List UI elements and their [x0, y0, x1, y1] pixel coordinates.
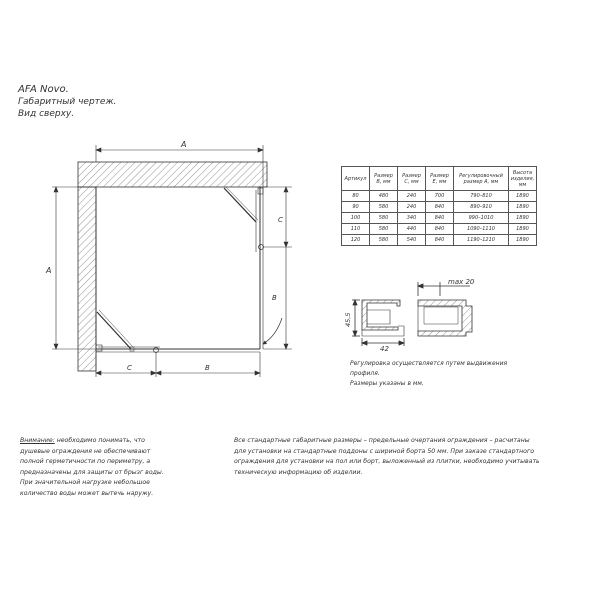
warning-line2: душевые ограждения не обеспечивают — [20, 447, 151, 455]
table-row — [342, 235, 537, 246]
table-cell: 1190–1210 — [454, 235, 509, 246]
table-header-cell — [398, 167, 426, 191]
table-cell: 80 — [342, 191, 370, 202]
table-cell: 840 — [426, 224, 454, 235]
profile-max-label: max 20 — [448, 278, 475, 286]
table-header-cell — [370, 167, 398, 191]
bottom-door-panel — [96, 310, 160, 353]
enclosure-outline — [96, 187, 263, 352]
warning-heading: Внимание: — [20, 437, 55, 444]
table-cell: 580 — [370, 224, 398, 235]
profile-note-line1: Регулировка осуществляется путем выдвижения — [350, 360, 508, 367]
dimension-b-right-label: B — [272, 294, 277, 302]
table-header-text: B, мм — [376, 178, 391, 185]
table-cell: 580 — [370, 202, 398, 213]
dimension-a-left-label: A — [46, 266, 52, 275]
profile-note-line2: профиля. — [350, 370, 380, 377]
table-cell: 480 — [370, 191, 398, 202]
table-header-text: Регулировочный — [459, 172, 503, 179]
table-cell: 110 — [342, 224, 370, 235]
profile-note-line3: Размеры указаны в мм. — [350, 380, 424, 387]
dimension-c-bottom-label: C — [127, 364, 132, 372]
profile-note — [350, 359, 507, 389]
right-door-panel — [224, 187, 264, 252]
warning-line5: При значительной нагрузке небольшое — [20, 479, 150, 487]
dimension-a-top-label: A — [181, 140, 187, 149]
title-drawing-type: Габаритный чертеж. — [18, 97, 117, 107]
profile-height-label: 45,5 — [344, 312, 352, 327]
table-cell: 840 — [426, 235, 454, 246]
table-row — [342, 213, 537, 224]
table-header-text: мм — [518, 181, 527, 188]
title-view: Вид сверху. — [18, 109, 75, 119]
profile-detail — [352, 282, 472, 346]
table-header-text: Артикул — [344, 175, 367, 182]
table-cell: 440 — [398, 224, 426, 235]
table-cell: 1090–1110 — [454, 224, 509, 235]
table-cell: 840 — [426, 202, 454, 213]
table-header-text: Размер — [430, 172, 449, 179]
warning-line1: необходимо понимать, что — [54, 437, 145, 444]
table-header-cell — [342, 167, 370, 191]
standard-dimensions-note — [234, 436, 540, 478]
warning-note — [20, 436, 164, 500]
table-header-text: C, мм — [404, 178, 419, 185]
wall-top — [78, 162, 267, 187]
table-cell: 1890 — [509, 213, 537, 224]
table-cell: 240 — [398, 202, 426, 213]
table-header-text: Размер — [402, 172, 421, 179]
table-row — [342, 191, 537, 202]
standard-note-line1: Все стандартные габаритные размеры – предельные очертания ограждения – расчитаны — [234, 437, 530, 444]
table-cell: 100 — [342, 213, 370, 224]
table-cell: 1890 — [509, 224, 537, 235]
table-cell: 240 — [398, 191, 426, 202]
table-cell: 340 — [398, 213, 426, 224]
table-cell: 840 — [426, 213, 454, 224]
warning-line6: количество воды может вытечь наружу. — [20, 489, 154, 497]
table-cell: 90 — [342, 202, 370, 213]
table-cell: 540 — [398, 235, 426, 246]
table-cell: 990–1010 — [454, 213, 509, 224]
dimension-bottom — [96, 352, 260, 377]
table-header-cell — [454, 167, 509, 191]
table-header-cell — [426, 167, 454, 191]
profile-width-label: 42 — [380, 345, 389, 353]
swing-arc-right — [263, 318, 282, 344]
table-cell: 1890 — [509, 191, 537, 202]
dimension-b-right — [263, 247, 292, 349]
dimension-c-right-label: C — [278, 216, 283, 224]
spec-table — [341, 166, 537, 246]
dimension-b-bottom-label: B — [205, 364, 210, 372]
table-header-cell — [509, 167, 537, 191]
table-header-text: Высота — [512, 169, 533, 176]
table-row — [342, 224, 537, 235]
table-row — [342, 202, 537, 213]
table-header-text: E, мм — [432, 178, 447, 185]
table-cell: 580 — [370, 213, 398, 224]
swing-arc-bottom — [254, 334, 277, 360]
title-model: AFA Novo. — [18, 84, 69, 95]
table-cell: 700 — [426, 191, 454, 202]
standard-note-line3: ограждения для установки на пол или борт, выложенный из плитки, необходимо учитывать — [234, 458, 540, 466]
table-cell: 890–910 — [454, 202, 509, 213]
table-cell: 790–810 — [454, 191, 509, 202]
table-cell: 1890 — [509, 235, 537, 246]
table-cell: 1890 — [509, 202, 537, 213]
table-cell: 580 — [370, 235, 398, 246]
wall-left — [78, 187, 96, 371]
spec-table-body — [342, 191, 537, 246]
standard-note-line4: техническую информацию об изделии. — [234, 468, 363, 476]
table-cell: 120 — [342, 235, 370, 246]
warning-line3: полной герметичности по периметру, а — [20, 458, 151, 466]
spec-table-header — [342, 167, 537, 191]
standard-note-line2: для установки на стандартные поддоны с шириной борта 50 мм. При заказе стандартного — [234, 447, 534, 455]
table-header-text: изделия, — [510, 175, 535, 182]
table-header-text: Размер — [374, 172, 393, 179]
warning-line4: предназначены для защиты от брызг воды. — [20, 468, 164, 476]
table-header-text: размер А, мм — [463, 178, 499, 185]
